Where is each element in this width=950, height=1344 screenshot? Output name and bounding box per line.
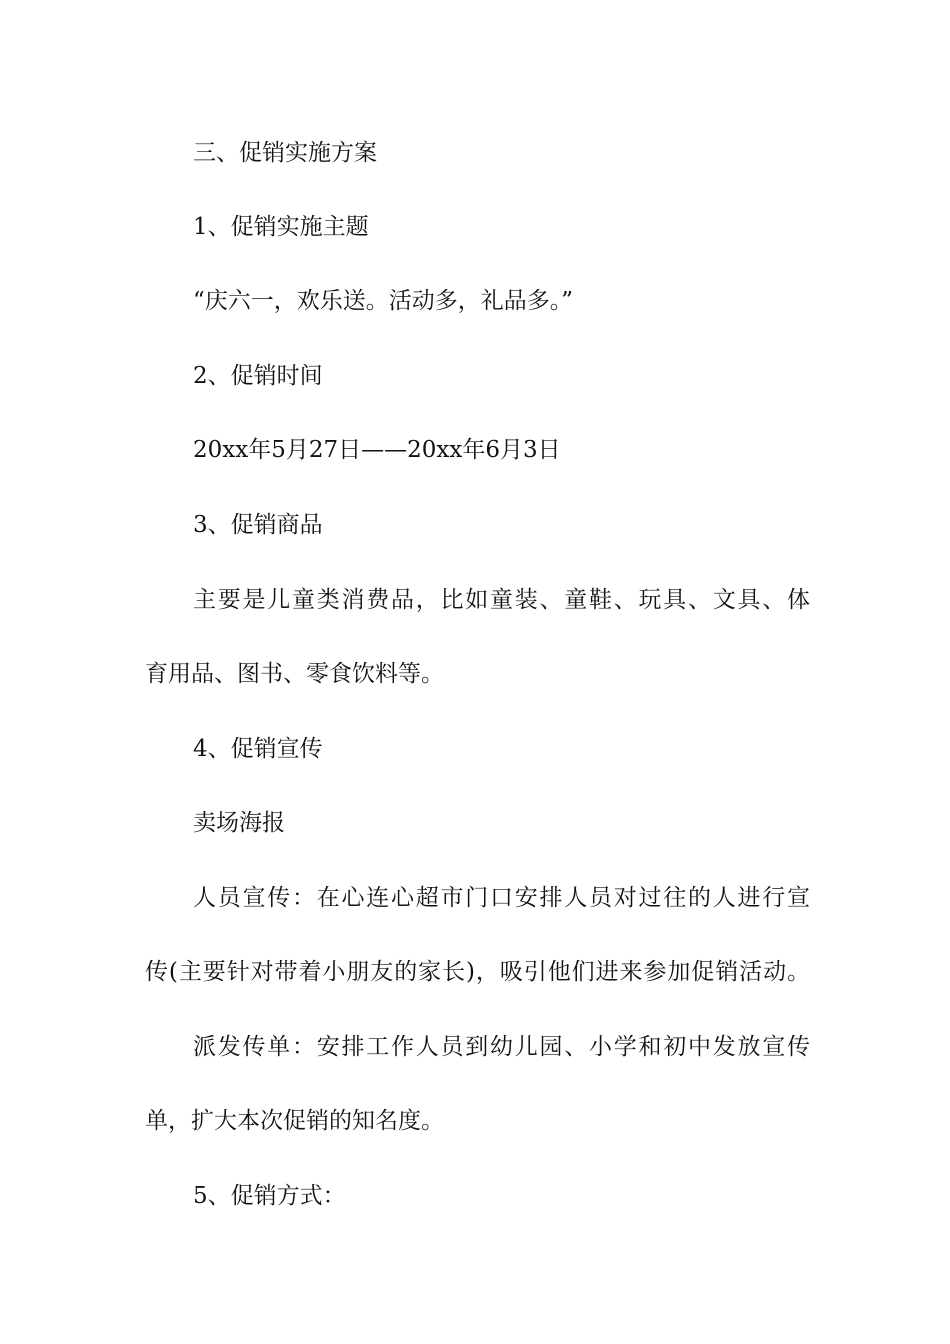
products-text-line-2: 育用品、图书、零食饮料等。 xyxy=(145,661,444,687)
subheading-time: 2、促销时间 xyxy=(193,363,323,389)
subheading-methods: 5、促销方式： xyxy=(193,1183,346,1209)
publicity-staff-line-1: 人员宣传：在心连心超市门口安排人员对过往的人进行宣 xyxy=(193,885,810,911)
products-text-line-1: 主要是儿童类消费品，比如童装、童鞋、玩具、文具、体 xyxy=(193,587,810,613)
subheading-publicity: 4、促销宣传 xyxy=(193,736,323,762)
publicity-flyers-line-1: 派发传单：安排工作人员到幼儿园、小学和初中发放宣传 xyxy=(193,1034,810,1060)
subheading-products: 3、促销商品 xyxy=(193,512,323,538)
publicity-staff-line-2: 传(主要针对带着小朋友的家长)，吸引他们进来参加促销活动。 xyxy=(145,959,810,985)
theme-slogan: “庆六一，欢乐送。活动多，礼品多。” xyxy=(193,288,574,314)
promotion-dates: 20xx年5月27日——20xx年6月3日 xyxy=(193,437,561,463)
subheading-theme: 1、促销实施主题 xyxy=(193,214,369,240)
publicity-flyers-line-2: 单，扩大本次促销的知名度。 xyxy=(145,1108,444,1134)
publicity-posters: 卖场海报 xyxy=(193,810,285,836)
section-heading: 三、促销实施方案 xyxy=(193,140,377,166)
